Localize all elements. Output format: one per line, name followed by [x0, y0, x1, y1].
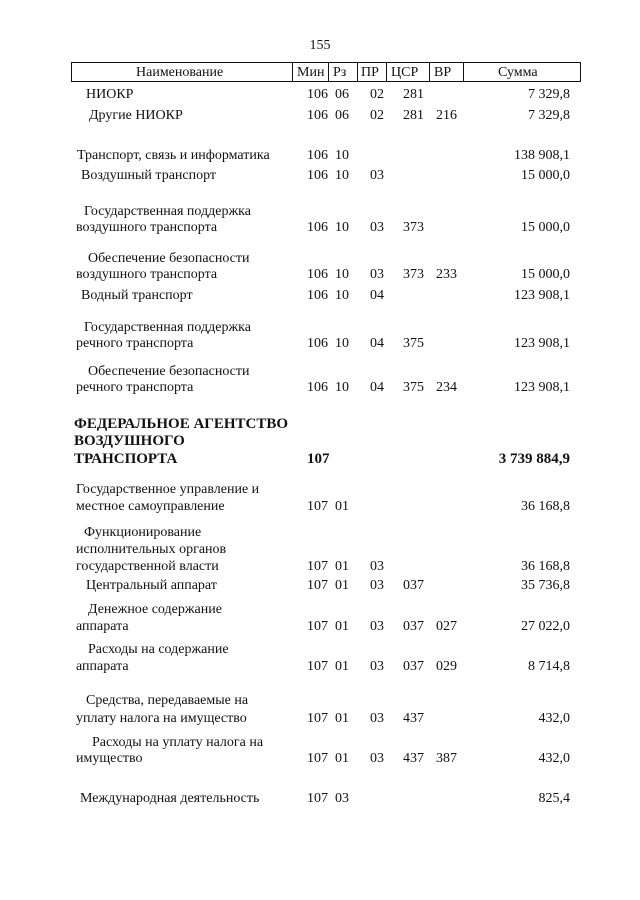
row-csr: 373	[403, 220, 424, 235]
row-rz: 10	[335, 380, 349, 395]
table-row-name-line	[0, 251, 640, 267]
row-csr: 375	[403, 380, 424, 395]
row-name: Государственная поддержка	[84, 204, 251, 219]
row-name: речного транспорта	[76, 380, 194, 395]
row-rz: 01	[335, 499, 349, 514]
header-csr: ЦСР	[391, 65, 419, 80]
table-row	[0, 267, 640, 283]
row-pr: 02	[370, 108, 384, 123]
row-sum: 123 908,1	[514, 336, 570, 351]
row-name: исполнительных органов	[76, 542, 227, 557]
row-min: 107	[307, 619, 328, 634]
row-csr: 037	[403, 619, 424, 634]
row-min: 106	[307, 336, 328, 351]
row-name: воздушного транспорта	[76, 267, 218, 282]
row-name: Государственная поддержка	[84, 320, 251, 335]
row-sum: 15 000,0	[521, 267, 570, 282]
table-row	[0, 711, 640, 727]
header-vr: ВР	[434, 65, 452, 80]
column-divider	[429, 63, 430, 81]
row-name: Функционирование	[84, 525, 202, 540]
row-name: аппарата	[76, 619, 129, 634]
row-csr: 375	[403, 336, 424, 351]
row-pr: 03	[370, 578, 384, 593]
row-min: 106	[307, 220, 328, 235]
row-name: речного транспорта	[76, 336, 194, 351]
row-sum: 27 022,0	[521, 619, 570, 634]
table-row-name-line	[0, 735, 640, 751]
row-rz: 01	[335, 619, 349, 634]
row-min: 106	[307, 288, 328, 303]
table-row	[0, 559, 640, 575]
row-pr: 04	[370, 336, 384, 351]
table-row	[0, 499, 640, 515]
table-row	[0, 288, 640, 304]
row-name: Обеспечение безопасности	[88, 251, 250, 266]
row-min: 107	[307, 751, 328, 766]
row-sum: 15 000,0	[521, 168, 570, 183]
column-divider	[386, 63, 387, 81]
table-row-name-line	[0, 364, 640, 380]
row-rz: 01	[335, 711, 349, 726]
row-csr: 037	[403, 578, 424, 593]
table-row-name-line	[0, 204, 640, 220]
row-csr: 373	[403, 267, 424, 282]
row-name: Средства, передаваемые на	[86, 693, 249, 708]
row-pr: 04	[370, 380, 384, 395]
row-min: 107	[307, 791, 328, 806]
row-sum: 7 329,8	[528, 108, 570, 123]
header-min: Мин	[297, 65, 325, 80]
row-rz: 10	[335, 267, 349, 282]
table-row	[0, 108, 640, 124]
row-name: Другие НИОКР	[89, 108, 183, 123]
table-row	[0, 148, 640, 164]
column-divider	[292, 63, 293, 81]
row-pr: 04	[370, 288, 384, 303]
table-row-name-line	[0, 525, 640, 541]
row-rz: 06	[335, 87, 349, 102]
row-csr: 037	[403, 659, 424, 674]
table-row	[0, 380, 640, 396]
row-sum: 36 168,8	[521, 499, 570, 514]
row-rz: 10	[335, 336, 349, 351]
table-row-name-line	[0, 433, 640, 449]
row-rz: 03	[335, 791, 349, 806]
row-rz: 06	[335, 108, 349, 123]
row-csr: 281	[403, 87, 424, 102]
row-sum: 3 739 884,9	[498, 451, 570, 467]
row-min: 107	[307, 659, 328, 674]
row-rz: 10	[335, 288, 349, 303]
row-sum: 432,0	[538, 711, 570, 726]
page-number: 155	[309, 38, 331, 53]
table-row	[0, 791, 640, 807]
row-name: аппарата	[76, 659, 129, 674]
table-row-name-line	[0, 693, 640, 709]
header-sum: Сумма	[498, 65, 538, 80]
row-name: имущество	[76, 751, 143, 766]
row-min: 106	[307, 380, 328, 395]
agency-title: ФЕДЕРАЛЬНОЕ АГЕНТСТВО	[74, 416, 289, 432]
row-name: воздушного транспорта	[76, 220, 218, 235]
row-sum: 123 908,1	[514, 288, 570, 303]
table-row-name-line	[0, 642, 640, 658]
row-min: 107	[307, 559, 328, 574]
row-sum: 432,0	[538, 751, 570, 766]
row-min: 107	[307, 451, 330, 467]
row-rz: 10	[335, 148, 349, 163]
row-pr: 02	[370, 87, 384, 102]
table-row	[0, 578, 640, 594]
agency-title: ТРАНСПОРТА	[74, 451, 178, 467]
row-name: Транспорт, связь и информатика	[77, 148, 270, 163]
row-pr: 03	[370, 559, 384, 574]
row-vr: 387	[436, 751, 457, 766]
table-row-name-line	[0, 542, 640, 558]
row-name: Государственное управление и	[76, 482, 260, 497]
header-rz: Рз	[333, 65, 347, 80]
table-header	[71, 62, 581, 82]
row-name: Водный транспорт	[81, 288, 193, 303]
table-row-name-line	[0, 320, 640, 336]
table-row	[0, 336, 640, 352]
row-vr: 029	[436, 659, 457, 674]
row-vr: 234	[436, 380, 457, 395]
row-pr: 03	[370, 751, 384, 766]
header-pr: ПР	[361, 65, 379, 80]
table-row-name-line	[0, 416, 640, 432]
row-name: уплату налога на имущество	[76, 711, 247, 726]
row-min: 106	[307, 267, 328, 282]
row-rz: 10	[335, 220, 349, 235]
row-csr: 437	[403, 751, 424, 766]
row-rz: 01	[335, 559, 349, 574]
row-name: Денежное содержание	[88, 602, 222, 617]
row-name: государственной власти	[76, 559, 219, 574]
table-row	[0, 87, 640, 103]
row-vr: 027	[436, 619, 457, 634]
table-row	[0, 751, 640, 767]
table-row-name-line	[0, 482, 640, 498]
row-name: Расходы на уплату налога на	[92, 735, 264, 750]
table-row	[0, 220, 640, 236]
row-sum: 138 908,1	[514, 148, 570, 163]
column-divider	[357, 63, 358, 81]
row-min: 107	[307, 711, 328, 726]
row-sum: 825,4	[538, 791, 570, 806]
row-rz: 01	[335, 578, 349, 593]
row-pr: 03	[370, 220, 384, 235]
row-name: Центральный аппарат	[86, 578, 217, 593]
row-csr: 437	[403, 711, 424, 726]
row-rz: 01	[335, 659, 349, 674]
row-vr: 216	[436, 108, 457, 123]
row-pr: 03	[370, 168, 384, 183]
column-divider	[463, 63, 464, 81]
row-sum: 123 908,1	[514, 380, 570, 395]
row-pr: 03	[370, 267, 384, 282]
row-min: 107	[307, 499, 328, 514]
row-rz: 01	[335, 751, 349, 766]
row-pr: 03	[370, 711, 384, 726]
row-min: 106	[307, 87, 328, 102]
row-rz: 10	[335, 168, 349, 183]
row-sum: 35 736,8	[521, 578, 570, 593]
agency-title: ВОЗДУШНОГО	[74, 433, 185, 449]
row-sum: 15 000,0	[521, 220, 570, 235]
table-row-name-line	[0, 602, 640, 618]
table-row	[0, 451, 640, 467]
row-name: Воздушный транспорт	[81, 168, 217, 183]
row-name: местное самоуправление	[76, 499, 225, 514]
row-min: 106	[307, 108, 328, 123]
row-sum: 7 329,8	[528, 87, 570, 102]
row-min: 106	[307, 148, 328, 163]
row-name: Международная деятельность	[80, 791, 260, 806]
row-sum: 36 168,8	[521, 559, 570, 574]
row-vr: 233	[436, 267, 457, 282]
row-pr: 03	[370, 619, 384, 634]
table-row	[0, 659, 640, 675]
row-pr: 03	[370, 659, 384, 674]
row-min: 107	[307, 578, 328, 593]
header-name: Наименование	[136, 65, 224, 80]
row-sum: 8 714,8	[528, 659, 570, 674]
row-name: Обеспечение безопасности	[88, 364, 250, 379]
table-row	[0, 168, 640, 184]
row-name: Расходы на содержание	[88, 642, 229, 657]
column-divider	[328, 63, 329, 81]
row-name: НИОКР	[86, 87, 134, 102]
row-min: 106	[307, 168, 328, 183]
table-row	[0, 619, 640, 635]
row-csr: 281	[403, 108, 424, 123]
